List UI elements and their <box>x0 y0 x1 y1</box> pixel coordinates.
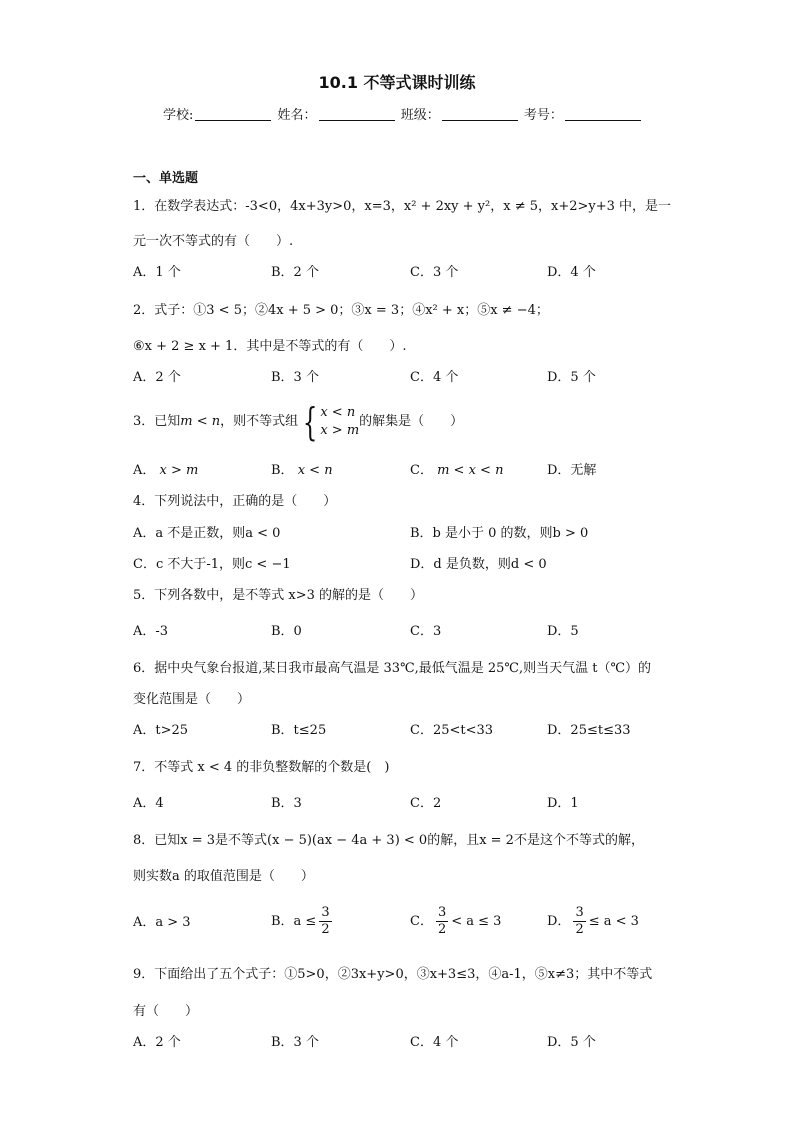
q3-inequality-system <box>298 399 360 444</box>
q6-option-d[interactable]: D．25≤t≤33 <box>547 723 631 738</box>
q2-stem-line1: 2．式子：①3 < 5；②4x + 5 > 0；③x = 3；④x² + x；⑤x ≠ −4； <box>133 303 549 318</box>
q8-stem-line2: 则实数a 的取值范围是（ ） <box>133 869 314 884</box>
q8-option-d-label: D． <box>547 914 571 929</box>
fraction-denominator: 2 <box>437 922 447 937</box>
q4-option-d[interactable]: D．d 是负数，则d < 0 <box>410 557 547 572</box>
school-label: 学校: <box>163 108 194 123</box>
q4-option-c[interactable]: C．c 不大于-1，则c < −1 <box>133 557 291 572</box>
q1-option-c[interactable]: C．3 个 <box>410 265 459 280</box>
page-title: 10.1 不等式课时训练 <box>318 73 476 92</box>
q3-option-a-math: x > m <box>159 463 199 478</box>
fraction-denominator: 2 <box>575 922 584 937</box>
q7-option-c[interactable]: C．2 <box>410 796 442 811</box>
q9-option-b[interactable]: B．3 个 <box>271 1035 319 1050</box>
q4-option-b[interactable]: B．b 是小于 0 的数，则b > 0 <box>410 526 589 541</box>
q3-option-b[interactable] <box>271 463 333 479</box>
q8-option-c-fraction <box>436 905 448 938</box>
q8-option-d[interactable] <box>547 905 639 938</box>
fraction-numerator: 3 <box>437 905 447 920</box>
fraction-numerator: 3 <box>575 905 584 920</box>
q4-option-a[interactable]: A．a 不是正数，则a < 0 <box>133 526 281 541</box>
q8-option-a[interactable]: A．a > 3 <box>133 915 191 930</box>
q2-option-a[interactable]: A．2 个 <box>133 370 181 385</box>
q9-option-c[interactable]: C．4 个 <box>410 1035 459 1050</box>
name-label: 姓名： <box>277 108 317 123</box>
name-blank[interactable] <box>319 120 395 121</box>
q4-stem: 4．下列说法中，正确的是（ ） <box>133 494 337 509</box>
q7-option-d[interactable]: D．1 <box>547 796 579 811</box>
q8-option-c[interactable] <box>410 905 501 938</box>
q3-system-row2: x > m <box>320 422 360 438</box>
q5-option-b[interactable]: B．0 <box>271 624 302 639</box>
q1-stem-line2: 元一次不等式的有（ ）. <box>133 234 294 249</box>
q3-option-b-math: x < n <box>297 463 333 478</box>
q3-option-c-math: m < x < n <box>437 463 504 478</box>
q6-option-b[interactable]: B．t≤25 <box>271 723 327 738</box>
q9-option-a[interactable]: A．2 个 <box>133 1035 181 1050</box>
section-heading: 一、单选题 <box>133 171 199 186</box>
q5-option-c[interactable]: C．3 <box>410 624 442 639</box>
q1-option-a[interactable]: A．1 个 <box>133 265 181 280</box>
q7-option-a[interactable]: A．4 <box>133 796 164 811</box>
q6-option-a[interactable]: A．t>25 <box>133 723 189 738</box>
q3-condition: m < n <box>180 414 221 429</box>
q1-stem-line1: 1．在数学表达式：-3<0，4x+3y>0，x=3，x² + 2xy + y²，x ≠ 5，x+2>y+3 中，是一 <box>133 199 672 214</box>
q9-option-d[interactable]: D．5 个 <box>547 1035 596 1050</box>
q9-stem-line1: 9．下面给出了五个式子：①5>0，②3x+y>0，③x+3≤3，④a-1，⑤x≠3；其中不等式 <box>133 967 653 982</box>
q1-option-b[interactable]: B．2 个 <box>271 265 319 280</box>
q3-middle: ，则不等式组 <box>220 414 299 429</box>
exam-no-label: 考号： <box>523 108 563 123</box>
q3-option-c-label: C． <box>410 463 433 478</box>
q8-option-b-label: B．a ≤ <box>271 914 317 929</box>
fraction-numerator: 3 <box>321 905 330 920</box>
q5-option-d[interactable]: D．5 <box>547 624 579 639</box>
q5-stem: 5．下列各数中，是不等式 x>3 的解的是（ ） <box>133 588 424 603</box>
q2-option-c[interactable]: C．4 个 <box>410 370 459 385</box>
q9-stem-line2: 有（ ） <box>133 1004 199 1019</box>
q7-option-b[interactable]: B．3 <box>271 796 302 811</box>
q2-stem-line2: ⑥x + 2 ≥ x + 1．其中是不等式的有（ ）. <box>133 339 407 354</box>
q8-option-b-fraction <box>319 905 331 938</box>
q3-system-row1: x < n <box>320 404 356 420</box>
q8-stem-line1: 8．已知x = 3是不等式(x − 5)(ax − 4a + 3) < 0的解，且x = 2不是这个不等式的解， <box>133 833 644 848</box>
q3-option-a[interactable] <box>133 463 198 479</box>
left-brace-icon: { <box>302 399 318 444</box>
q3-suffix: 的解集是（ ） <box>359 414 464 429</box>
q6-option-c[interactable]: C．25<t<33 <box>410 723 494 738</box>
q8-option-d-rest: ≤ a < 3 <box>588 914 639 929</box>
class-blank[interactable] <box>442 120 518 121</box>
q8-option-c-label: C． <box>410 914 433 929</box>
class-label: 班级： <box>400 108 440 123</box>
q2-option-b[interactable]: B．3 个 <box>271 370 319 385</box>
q8-option-b[interactable] <box>271 905 335 938</box>
school-blank[interactable] <box>195 120 271 121</box>
q3-option-a-label: A． <box>133 463 156 478</box>
q7-stem: 7．不等式 x < 4 的非负整数解的个数是( ) <box>133 760 390 775</box>
q3-option-d[interactable]: D．无解 <box>547 463 597 478</box>
q3-option-b-label: B． <box>271 463 294 478</box>
q8-options <box>133 905 693 945</box>
q8-option-d-fraction <box>573 905 585 938</box>
q3-stem <box>133 400 463 444</box>
q1-option-d[interactable]: D．4 个 <box>547 265 596 280</box>
fraction-denominator: 2 <box>321 922 330 937</box>
q2-option-d[interactable]: D．5 个 <box>547 370 596 385</box>
q6-stem-line1: 6．据中央气象台报道,某日我市最高气温是 33℃,最低气温是 25℃,则当天气温 t（℃）的 <box>133 661 652 676</box>
q8-option-c-rest: < a ≤ 3 <box>451 914 502 929</box>
q5-option-a[interactable]: A．-3 <box>133 624 169 639</box>
q3-option-c[interactable] <box>410 463 503 479</box>
q3-prefix: 3．已知 <box>133 414 181 429</box>
student-info-line <box>163 104 643 123</box>
exam-no-blank[interactable] <box>565 120 641 121</box>
q6-stem-line2: 变化范围是（ ） <box>133 692 251 707</box>
